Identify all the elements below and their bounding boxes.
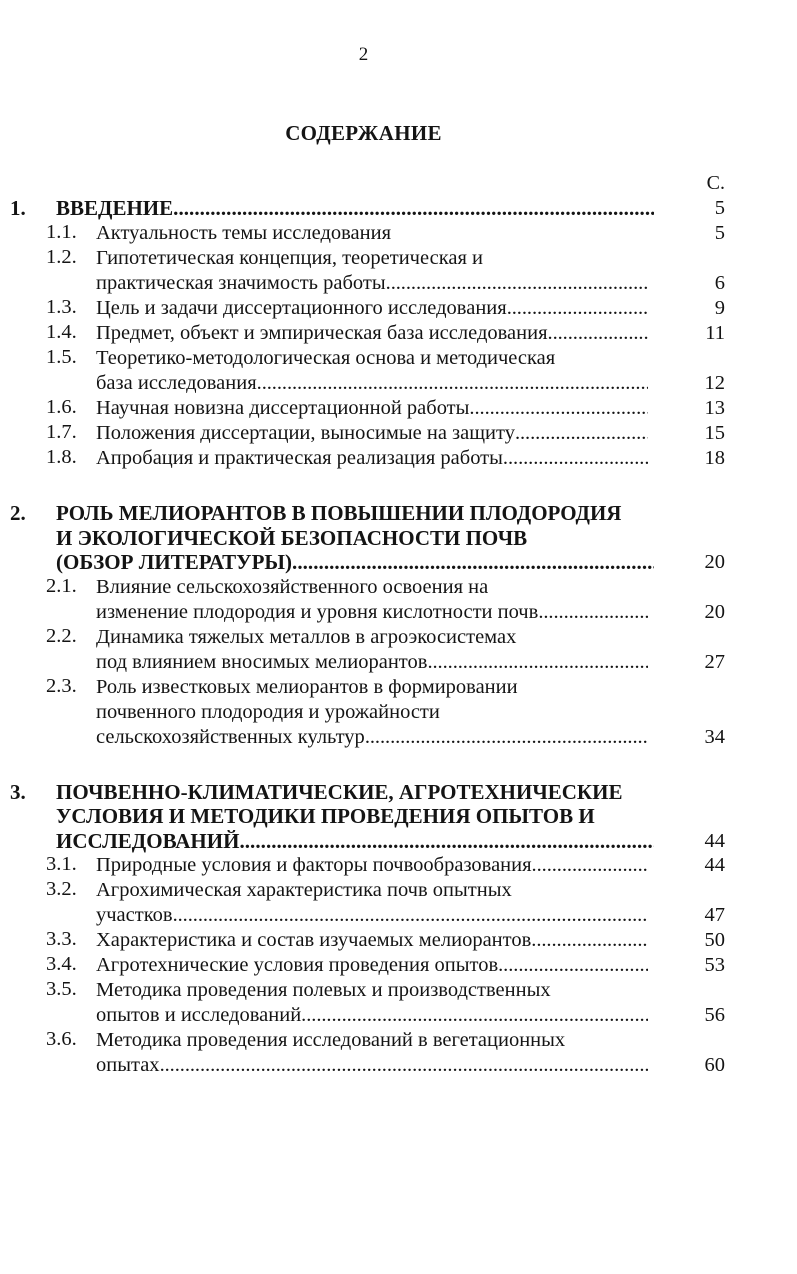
chapter-gap (0, 750, 797, 780)
dot-leader (427, 650, 648, 675)
section-number: 1.5. (46, 346, 77, 368)
section-title-line: Актуальность темы исследования (96, 222, 391, 244)
section-page-number: 18 (704, 447, 725, 469)
section-number: 1.1. (46, 221, 77, 243)
toc-chapter[interactable] (0, 780, 797, 854)
toc-section[interactable] (0, 928, 797, 953)
section-title-line: Цель и задачи диссертационного исследования (96, 297, 507, 319)
chapter-title-line: И ЭКОЛОГИЧЕСКОЙ БЕЗОПАСНОСТИ ПОЧВ (56, 525, 528, 550)
dot-leader (239, 829, 654, 854)
section-page-number: 15 (704, 422, 725, 444)
section-title-line: Агротехнические условия проведения опытов (96, 954, 499, 976)
toc-section[interactable] (0, 575, 797, 625)
section-number: 1.7. (46, 421, 77, 443)
section-number: 1.3. (46, 296, 77, 318)
dot-leader (160, 1053, 648, 1078)
section-title-line: практическая значимость работы (96, 272, 386, 294)
section-title-line: Гипотетическая концепция, теоретическая и (96, 247, 483, 269)
section-title-line: участков (96, 904, 173, 926)
section-page-number: 6 (714, 272, 725, 294)
section-number: 1.6. (46, 396, 77, 418)
chapter-page-number: 44 (704, 829, 725, 852)
chapter-title-line: ПОЧВЕННО-КЛИМАТИЧЕСКИЕ, АГРОТЕХНИЧЕСКИЕ (56, 779, 623, 804)
toc-section[interactable] (0, 346, 797, 396)
section-title-line: Динамика тяжелых металлов в агроэкосистемах (96, 625, 517, 648)
chapter-page-number: 20 (704, 551, 725, 573)
section-page-number: 13 (704, 397, 725, 419)
chapter-number: 2. (10, 501, 26, 525)
section-page-number: 34 (704, 725, 725, 748)
section-title-line: Теоретико-методологическая основа и методическая (96, 347, 556, 369)
section-number: 3.5. (46, 978, 77, 1000)
toc-section[interactable] (0, 221, 797, 246)
section-page-number: 53 (704, 954, 725, 976)
section-title-line: почвенного плодородия и урожайности (96, 700, 440, 723)
dot-leader (292, 550, 654, 575)
section-title-line: база исследования (96, 372, 257, 394)
toc-section[interactable] (0, 296, 797, 321)
section-page-number: 27 (704, 650, 725, 673)
dot-leader (173, 903, 648, 928)
toc-section[interactable] (0, 978, 797, 1028)
toc-chapter[interactable] (0, 501, 797, 575)
section-title-line: Характеристика и состав изучаемых мелиорантов (96, 929, 532, 951)
dot-leader (469, 396, 648, 421)
toc-section[interactable] (0, 878, 797, 928)
dot-leader (257, 371, 648, 396)
section-title-line: Положения диссертации, выносимые на защиту (96, 422, 515, 444)
section-number: 3.3. (46, 928, 77, 950)
section-title-line: Методика проведения исследований в вегетационных (96, 1029, 566, 1051)
section-number: 1.2. (46, 246, 77, 268)
dot-leader (515, 421, 648, 446)
section-number: 2.3. (46, 674, 77, 697)
page-column-label: С. (706, 172, 725, 194)
dot-leader (173, 196, 654, 221)
section-page-number: 20 (704, 600, 725, 623)
section-title-line: Влияние сельскохозяйственного освоения на (96, 575, 489, 598)
section-number: 3.1. (46, 853, 77, 875)
dot-leader (498, 953, 648, 978)
chapter-title-line: РОЛЬ МЕЛИОРАНТОВ В ПОВЫШЕНИИ ПЛОДОРОДИЯ (56, 501, 622, 525)
section-title-line: Агрохимическая характеристика почв опытных (96, 879, 512, 901)
section-title-line: опытов и исследований (96, 1004, 302, 1026)
chapter-number: 3. (10, 779, 26, 804)
section-page-number: 47 (704, 904, 725, 926)
section-title-line: Методика проведения полевых и производственных (96, 979, 551, 1001)
dot-leader (301, 1003, 648, 1028)
dot-leader (386, 271, 648, 296)
section-number: 3.2. (46, 878, 77, 900)
toc-section[interactable] (0, 321, 797, 346)
toc-section[interactable] (0, 625, 797, 675)
chapter-title-line: (ОБЗОР ЛИТЕРАТУРЫ) (56, 550, 293, 574)
section-title-line: изменение плодородия и уровня кислотности почв (96, 600, 539, 623)
section-title-line: Апробация и практическая реализация работы (96, 447, 503, 469)
section-number: 3.6. (46, 1028, 77, 1050)
section-title-line: Природные условия и факторы почвообразования (96, 854, 532, 876)
section-number: 3.4. (46, 953, 77, 975)
chapter-number: 1. (10, 196, 26, 220)
dot-leader (532, 853, 648, 878)
section-title-line: Научная новизна диссертационной работы (96, 397, 470, 419)
section-page-number: 56 (704, 1004, 725, 1026)
dot-leader (507, 296, 648, 321)
section-page-number: 60 (704, 1054, 725, 1076)
toc-section[interactable] (0, 953, 797, 978)
toc-section[interactable] (0, 446, 797, 471)
section-number: 1.8. (46, 446, 77, 468)
toc-section[interactable] (0, 396, 797, 421)
page-title: СОДЕРЖАНИЕ (285, 121, 442, 145)
section-page-number: 9 (714, 297, 725, 319)
chapter-page-number: 5 (714, 197, 725, 219)
toc-section[interactable] (0, 853, 797, 878)
chapter-title-line: ВВЕДЕНИЕ (56, 196, 174, 220)
page-number: 2 (358, 44, 369, 65)
section-title-line: опытах (96, 1054, 160, 1076)
section-title-line: Роль известковых мелиорантов в формировании (96, 675, 518, 698)
section-page-number: 44 (704, 854, 725, 876)
section-page-number: 11 (705, 322, 725, 344)
section-number: 2.1. (46, 574, 77, 597)
table-of-contents (0, 196, 797, 1078)
dot-leader (548, 321, 648, 346)
toc-chapter[interactable] (0, 196, 797, 221)
section-title-line: под влиянием вносимых мелиорантов (96, 650, 428, 673)
section-page-number: 50 (704, 929, 725, 951)
dot-leader (365, 725, 648, 750)
chapter-title-line: УСЛОВИЯ И МЕТОДИКИ ПРОВЕДЕНИЯ ОПЫТОВ И (56, 804, 595, 828)
section-page-number: 12 (704, 372, 725, 394)
toc-section[interactable] (0, 675, 797, 750)
section-title-line: сельскохозяйственных культур (96, 725, 365, 748)
chapter-gap (0, 471, 797, 501)
section-number: 2.2. (46, 624, 77, 647)
toc-section[interactable] (0, 421, 797, 446)
dot-leader (503, 446, 648, 471)
toc-section[interactable] (0, 246, 797, 296)
section-number: 1.4. (46, 321, 77, 343)
dot-leader (538, 600, 648, 625)
toc-section[interactable] (0, 1028, 797, 1078)
chapter-title-line: ИССЛЕДОВАНИЙ (56, 828, 240, 853)
section-page-number: 5 (714, 222, 725, 244)
section-title-line: Предмет, объект и эмпирическая база исследования (96, 322, 548, 344)
dot-leader (531, 928, 648, 953)
